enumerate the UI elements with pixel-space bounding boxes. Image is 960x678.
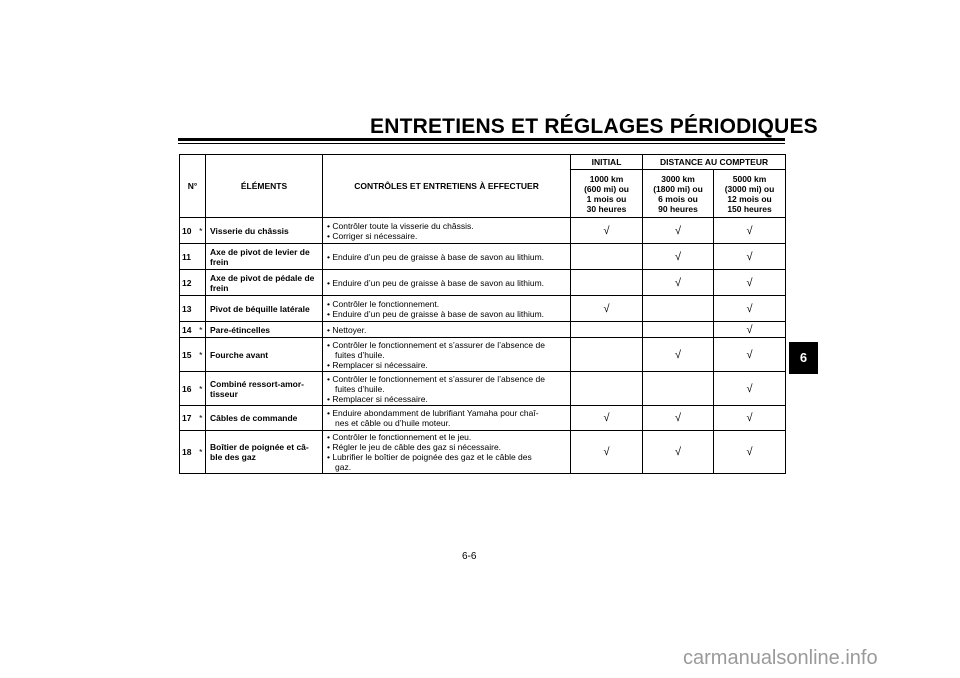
row-dealer-star: *	[197, 406, 206, 431]
control-line: • Remplacer si nécessaire.	[327, 359, 428, 370]
check-cell: √	[643, 218, 714, 244]
check-cell: √	[714, 372, 786, 406]
control-line: • Enduire d’un peu de graisse à base de savon au lithium.	[327, 251, 545, 262]
check-cell: √	[714, 431, 786, 474]
control-line: • Contrôler toute la visserie du châssis.	[327, 220, 474, 231]
row-controls	[323, 244, 571, 270]
control-line: • Nettoyer.	[327, 324, 367, 335]
control-line: • Contrôler le fonctionnement et le jeu.	[327, 432, 472, 442]
row-number: 12	[180, 270, 197, 296]
row-element: Visserie du châssis	[206, 218, 323, 244]
row-number: 11	[180, 244, 197, 270]
row-dealer-star	[197, 244, 206, 270]
row-controls	[323, 372, 571, 406]
row-dealer-star	[197, 296, 206, 322]
row-number: 10	[180, 218, 197, 244]
table-row	[180, 338, 786, 372]
row-number: 13	[180, 296, 197, 322]
check-cell: √	[643, 270, 714, 296]
row-element: Fourche avant	[206, 338, 323, 372]
header-initial: INITIAL	[571, 155, 643, 170]
title-rule-thick	[178, 138, 785, 141]
header-controls: CONTRÔLES ET ENTRETIENS À EFFECTUER	[323, 155, 571, 218]
header-distance: DISTANCE AU COMPTEUR	[643, 155, 786, 170]
control-line: • Lubrifier le boîtier de poignée des gaz et le câble des	[327, 452, 532, 462]
check-cell: √	[643, 338, 714, 372]
control-line: gaz.	[335, 462, 352, 472]
control-line: • Corriger si nécessaire.	[327, 230, 418, 241]
row-element: Combiné ressort-amor-tisseur	[206, 372, 323, 406]
row-number: 18	[180, 431, 197, 474]
check-cell	[571, 270, 643, 296]
header-no: N°	[180, 155, 206, 218]
row-controls	[323, 218, 571, 244]
row-dealer-star: *	[197, 338, 206, 372]
row-dealer-star: *	[197, 218, 206, 244]
check-cell: √	[643, 406, 714, 431]
row-controls	[323, 406, 571, 431]
check-cell: √	[571, 431, 643, 474]
control-line: • Remplacer si nécessaire.	[327, 393, 428, 404]
row-number: 14	[180, 322, 197, 338]
header-col-5000km: 5000 km (3000 mi) ou 12 mois ou 150 heures	[714, 170, 786, 218]
row-controls	[323, 338, 571, 372]
check-cell: √	[571, 218, 643, 244]
check-cell: √	[714, 244, 786, 270]
check-cell: √	[571, 296, 643, 322]
row-number: 17	[180, 406, 197, 431]
check-cell	[571, 338, 643, 372]
check-cell	[571, 244, 643, 270]
check-cell: √	[714, 322, 786, 338]
check-cell: √	[714, 270, 786, 296]
row-element: Pivot de béquille latérale	[206, 296, 323, 322]
row-number: 15	[180, 338, 197, 372]
row-element: Axe de pivot de pédale de frein	[206, 270, 323, 296]
control-line: nes et câble ou d’huile moteur.	[335, 418, 451, 428]
row-dealer-star	[197, 270, 206, 296]
row-element: Axe de pivot de levier de frein	[206, 244, 323, 270]
table-body	[180, 218, 786, 474]
table-row	[180, 218, 786, 244]
row-controls	[323, 322, 571, 338]
check-cell: √	[714, 218, 786, 244]
table-row	[180, 296, 786, 322]
check-cell	[643, 322, 714, 338]
title-rule-thin	[178, 143, 785, 144]
control-line: • Contrôler le fonctionnement et s’assurer de l’absence de	[327, 339, 545, 350]
watermark: carmanualsonline.info	[683, 647, 878, 669]
row-dealer-star: *	[197, 431, 206, 474]
page-number: 6-6	[462, 551, 477, 562]
check-cell	[643, 372, 714, 406]
page-title: ENTRETIENS ET RÉGLAGES PÉRIODIQUES	[370, 115, 818, 138]
control-line: • Enduire d’un peu de graisse à base de savon au lithium.	[327, 308, 545, 319]
row-controls	[323, 296, 571, 322]
row-dealer-star: *	[197, 322, 206, 338]
control-line: fuites d’huile.	[335, 349, 385, 360]
row-element: Pare-étincelles	[206, 322, 323, 338]
check-cell	[571, 372, 643, 406]
header-col-3000km: 3000 km (1800 mi) ou 6 mois ou 90 heures	[643, 170, 714, 218]
section-tab: 6	[789, 342, 818, 374]
table-row	[180, 431, 786, 474]
control-line: • Régler le jeu de câble des gaz si nécessaire.	[327, 442, 502, 452]
row-dealer-star: *	[197, 372, 206, 406]
header-col-1000km: 1000 km (600 mi) ou 1 mois ou 30 heures	[571, 170, 643, 218]
table-row	[180, 270, 786, 296]
check-cell	[571, 322, 643, 338]
control-line: • Enduire d’un peu de graisse à base de savon au lithium.	[327, 277, 545, 288]
check-cell: √	[643, 244, 714, 270]
table-row	[180, 372, 786, 406]
table-row	[180, 244, 786, 270]
check-cell: √	[714, 296, 786, 322]
row-element: Câbles de commande	[206, 406, 323, 431]
table-row	[180, 406, 786, 431]
row-number: 16	[180, 372, 197, 406]
row-controls	[323, 270, 571, 296]
check-cell: √	[714, 338, 786, 372]
check-cell: √	[571, 406, 643, 431]
check-cell: √	[714, 406, 786, 431]
control-line: • Enduire abondamment de lubrifiant Yamaha pour chaî-	[327, 408, 539, 418]
header-elements: ÉLÉMENTS	[206, 155, 323, 218]
row-element: Boîtier de poignée et câ-ble des gaz	[206, 431, 323, 474]
check-cell	[643, 296, 714, 322]
check-cell: √	[643, 431, 714, 474]
control-line: • Contrôler le fonctionnement et s’assurer de l’absence de	[327, 373, 545, 384]
control-line: • Contrôler le fonctionnement.	[327, 298, 440, 309]
maintenance-table	[179, 154, 786, 474]
control-line: fuites d’huile.	[335, 383, 385, 394]
table-row	[180, 322, 786, 338]
row-controls	[323, 431, 571, 474]
